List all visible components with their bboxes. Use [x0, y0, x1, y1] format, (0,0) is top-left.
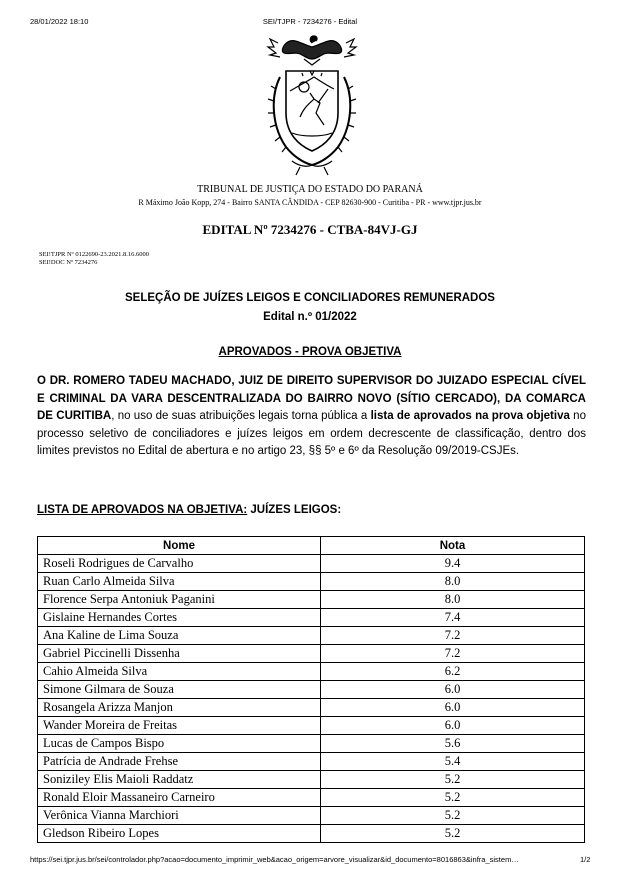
cell-nota: 5.2 — [321, 825, 585, 843]
cell-nota: 5.2 — [321, 789, 585, 807]
cell-nota: 6.0 — [321, 681, 585, 699]
column-header-nome: Nome — [38, 537, 321, 555]
cell-nome: Wander Moreira de Freitas — [38, 717, 321, 735]
table-row — [38, 825, 585, 843]
table-row — [38, 717, 585, 735]
footer-page-number: 1/2 — [580, 855, 591, 864]
body-paragraph — [37, 373, 586, 461]
body-bold-lead: O DR. ROMERO TADEU MACHADO, JUIZ DE DIREITO SUPERVISOR DO JUIZADO ESPECIAL CÍVEL E CRIMINAL DA VARA DESCENTRALIZADA DO BAIRRO NOVO (SÍTIO CERCADO), DA COMARCA DE CURITIBA — [37, 375, 586, 422]
cell-nota: 5.2 — [321, 807, 585, 825]
cell-nome: Rosangela Arizza Manjon — [38, 699, 321, 717]
cell-nota: 6.0 — [321, 717, 585, 735]
court-name: TRIBUNAL DE JUSTIÇA DO ESTADO DO PARANÁ — [197, 184, 423, 195]
cell-nome: Ruan Carlo Almeida Silva — [38, 573, 321, 591]
table-row — [38, 699, 585, 717]
table-header-row — [38, 537, 585, 555]
cell-nota: 8.0 — [321, 591, 585, 609]
cell-nome: Simone Gilmara de Souza — [38, 681, 321, 699]
table-row — [38, 735, 585, 753]
cell-nome: Patrícia de Andrade Frehse — [38, 753, 321, 771]
approved-heading: APROVADOS - PROVA OBJETIVA — [218, 346, 402, 358]
list-title — [37, 504, 341, 516]
cell-nome: Roseli Rodrigues de Carvalho — [38, 555, 321, 573]
approved-table — [37, 536, 585, 843]
cell-nome: Gislaine Hernandes Cortes — [38, 609, 321, 627]
cell-nome: Verônica Vianna Marchiori — [38, 807, 321, 825]
selection-title: SELEÇÃO DE JUÍZES LEIGOS E CONCILIADORES REMUNERADOS — [125, 292, 495, 304]
body-bold-mid: lista de aprovados na prova objetiva — [370, 410, 570, 422]
footer-url: https://sei.tjpr.jus.br/sei/controlador.php?acao=documento_imprimir_web&acao_origem=arvore_visualizar&id_documento=8016863&infra_sistem… — [30, 855, 519, 864]
print-title: SEI/TJPR - 7234276 - Edital — [262, 17, 358, 26]
edital-title: EDITAL Nº 7234276 - CTBA-84VJ-GJ — [202, 222, 418, 237]
body-text-2: no processo seletivo de conciliadores e juízes leigos em ordem decrescente de classificação, dentro dos limites previstos no Edital de abertura e no artigo 23, §§ 5º e 6º da Resolução 09/2019-CSJEs. — [37, 410, 586, 457]
table-row — [38, 609, 585, 627]
cell-nota: 5.4 — [321, 753, 585, 771]
sei-process-ref: SEI!TJPR Nº 0122690-23.2021.8.16.6000 — [39, 251, 149, 258]
court-address: R Máximo João Kopp, 274 - Bairro SANTA CÂNDIDA - CEP 82630-900 - Curitiba - PR - www.tjpr.jus.br — [138, 198, 482, 207]
cell-nota: 7.2 — [321, 627, 585, 645]
cell-nota: 5.2 — [321, 771, 585, 789]
table-row — [38, 771, 585, 789]
cell-nota: 6.0 — [321, 699, 585, 717]
cell-nota: 5.6 — [321, 735, 585, 753]
cell-nome: Lucas de Campos Bispo — [38, 735, 321, 753]
cell-nota: 6.2 — [321, 663, 585, 681]
print-datetime: 28/01/2022 18:10 — [30, 17, 89, 26]
table-row — [38, 681, 585, 699]
table-row — [38, 591, 585, 609]
cell-nota: 9.4 — [321, 555, 585, 573]
table-row — [38, 573, 585, 591]
selection-subtitle: Edital n.º 01/2022 — [263, 311, 357, 323]
cell-nome: Gledson Ribeiro Lopes — [38, 825, 321, 843]
list-title-rest: JUÍZES LEIGOS: — [247, 504, 342, 516]
cell-nome: Gabriel Piccinelli Dissenha — [38, 645, 321, 663]
sei-doc-ref: SEI!DOC Nº 7234276 — [39, 259, 98, 266]
cell-nome: Cahio Almeida Silva — [38, 663, 321, 681]
table-row — [38, 663, 585, 681]
table-row — [38, 627, 585, 645]
table-row — [38, 753, 585, 771]
cell-nome: Florence Serpa Antoniuk Paganini — [38, 591, 321, 609]
table-row — [38, 789, 585, 807]
cell-nome: Ana Kaline de Lima Souza — [38, 627, 321, 645]
parana-coat-of-arms-icon — [262, 33, 362, 181]
cell-nota: 8.0 — [321, 573, 585, 591]
table-body — [38, 555, 585, 843]
cell-nome: Ronald Eloir Massaneiro Carneiro — [38, 789, 321, 807]
column-header-nota: Nota — [321, 537, 585, 555]
list-title-underlined: LISTA DE APROVADOS NA OBJETIVA: — [37, 504, 248, 516]
table-row — [38, 807, 585, 825]
cell-nota: 7.2 — [321, 645, 585, 663]
table-row — [38, 645, 585, 663]
table-row — [38, 555, 585, 573]
cell-nota: 7.4 — [321, 609, 585, 627]
cell-nome: Soniziley Elis Maioli Raddatz — [38, 771, 321, 789]
body-text-1: , no uso de suas atribuições legais torna pública a — [111, 410, 371, 422]
